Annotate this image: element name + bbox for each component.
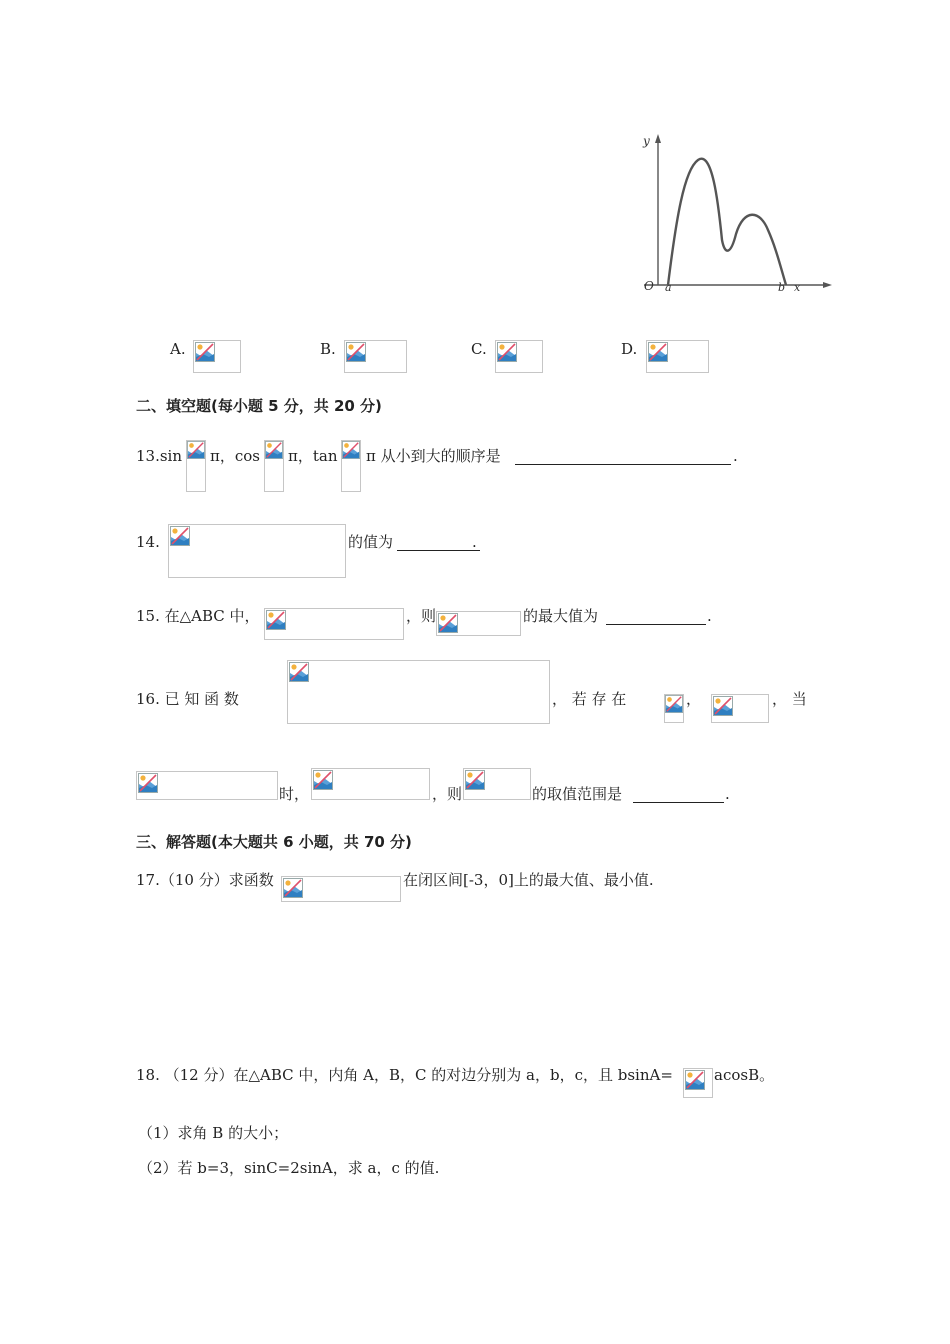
q14-number: 14. bbox=[136, 533, 160, 551]
broken-image-icon bbox=[438, 613, 458, 633]
q16-x1-image bbox=[664, 694, 684, 723]
broken-image-icon bbox=[665, 695, 683, 713]
q14-answer-blank bbox=[397, 549, 480, 551]
option-c-image bbox=[495, 340, 543, 373]
q13-tail: π 从小到大的顺序是 bbox=[366, 447, 501, 465]
section-3-heading: 三、解答题(本大题共 6 小题，共 70 分) bbox=[136, 833, 412, 851]
y-axis-label: y bbox=[643, 134, 650, 148]
broken-image-icon bbox=[313, 770, 333, 790]
q18-part-1: （1）求角 B 的大小； bbox=[138, 1124, 289, 1142]
q13-pi-cos: π，cos bbox=[210, 447, 260, 465]
q15-condition-image bbox=[264, 608, 404, 640]
q16-expression-image bbox=[463, 768, 531, 800]
broken-image-icon bbox=[195, 342, 215, 362]
q14-expression-image bbox=[168, 524, 346, 578]
broken-image-icon bbox=[346, 342, 366, 362]
point-a-label: a bbox=[665, 281, 672, 294]
q18-prefix: 18. （12 分）在△ABC 中，内角 A，B，C 的对边分别为 a，b，c，且 bsinA= bbox=[136, 1066, 673, 1084]
q13-fraction-image-1 bbox=[186, 440, 206, 492]
q14-tail: 的值为 bbox=[348, 533, 394, 551]
q18-tail: acosB。 bbox=[714, 1066, 775, 1084]
origin-label: O bbox=[644, 279, 654, 293]
q18-sqrt3-image bbox=[683, 1068, 713, 1098]
q16-end: . bbox=[725, 785, 730, 803]
x-axis-label: x bbox=[794, 281, 801, 294]
q17-function-image bbox=[281, 876, 401, 902]
option-a-label: A. bbox=[170, 340, 186, 358]
q15-expression-image bbox=[436, 611, 521, 636]
option-d-image bbox=[646, 340, 709, 373]
q17-tail: 在闭区间[-3，0]上的最大值、最小值. bbox=[403, 871, 654, 889]
q17-prefix: 17.（10 分）求函数 bbox=[136, 871, 274, 889]
broken-image-icon bbox=[170, 526, 190, 546]
q15-end: . bbox=[707, 607, 712, 625]
point-b-label: b bbox=[778, 281, 786, 294]
option-d-label: D. bbox=[621, 340, 638, 358]
q13-fraction-image-2 bbox=[264, 440, 284, 492]
q16-shi-text: 时， bbox=[279, 785, 310, 803]
q16-range-text: 的取值范围是 bbox=[532, 785, 623, 803]
broken-image-icon bbox=[266, 610, 286, 630]
q16-ze-text: ，则 bbox=[432, 785, 463, 803]
q16-condition-image-1 bbox=[136, 771, 278, 800]
broken-image-icon bbox=[265, 441, 283, 459]
broken-image-icon bbox=[465, 770, 485, 790]
broken-image-icon bbox=[342, 441, 360, 459]
q15-prefix: 15. 在△ABC 中， bbox=[136, 607, 260, 625]
function-graph-figure bbox=[636, 130, 836, 300]
broken-image-icon bbox=[497, 342, 517, 362]
q16-when-text: ， 当 bbox=[772, 690, 807, 708]
broken-image-icon bbox=[283, 878, 303, 898]
q15-answer-blank bbox=[606, 623, 706, 625]
broken-image-icon bbox=[648, 342, 668, 362]
q14-end: . bbox=[472, 533, 477, 551]
q13-pi-tan: π，tan bbox=[288, 447, 338, 465]
option-c-label: C. bbox=[471, 340, 487, 358]
q16-exists-text: ， 若 存 在 bbox=[552, 690, 627, 708]
q16-condition-image-2 bbox=[311, 768, 430, 800]
broken-image-icon bbox=[289, 662, 309, 682]
q16-function-image bbox=[287, 660, 550, 724]
broken-image-icon bbox=[685, 1070, 705, 1090]
q16-comma: ， bbox=[686, 690, 702, 708]
q18-part-2: （2）若 b=3，sinC=2sinA，求 a，c 的值. bbox=[138, 1159, 440, 1177]
q13-fraction-image-3 bbox=[341, 440, 361, 492]
q16-prefix: 16. 已 知 函 数 bbox=[136, 690, 239, 708]
q15-mid: ，则 bbox=[406, 607, 437, 625]
q16-answer-blank bbox=[633, 801, 724, 803]
option-a-image bbox=[193, 340, 241, 373]
q13-answer-blank bbox=[515, 463, 731, 465]
broken-image-icon bbox=[187, 441, 205, 459]
broken-image-icon bbox=[713, 696, 733, 716]
option-b-image bbox=[344, 340, 407, 373]
option-b-label: B. bbox=[320, 340, 336, 358]
q13-end: . bbox=[733, 447, 738, 465]
q15-tail: 的最大值为 bbox=[523, 607, 599, 625]
q13-prefix: 13.sin bbox=[136, 447, 183, 465]
q16-x2-image bbox=[711, 694, 769, 723]
section-2-heading: 二、填空题(每小题 5 分，共 20 分) bbox=[136, 397, 382, 415]
broken-image-icon bbox=[138, 773, 158, 793]
